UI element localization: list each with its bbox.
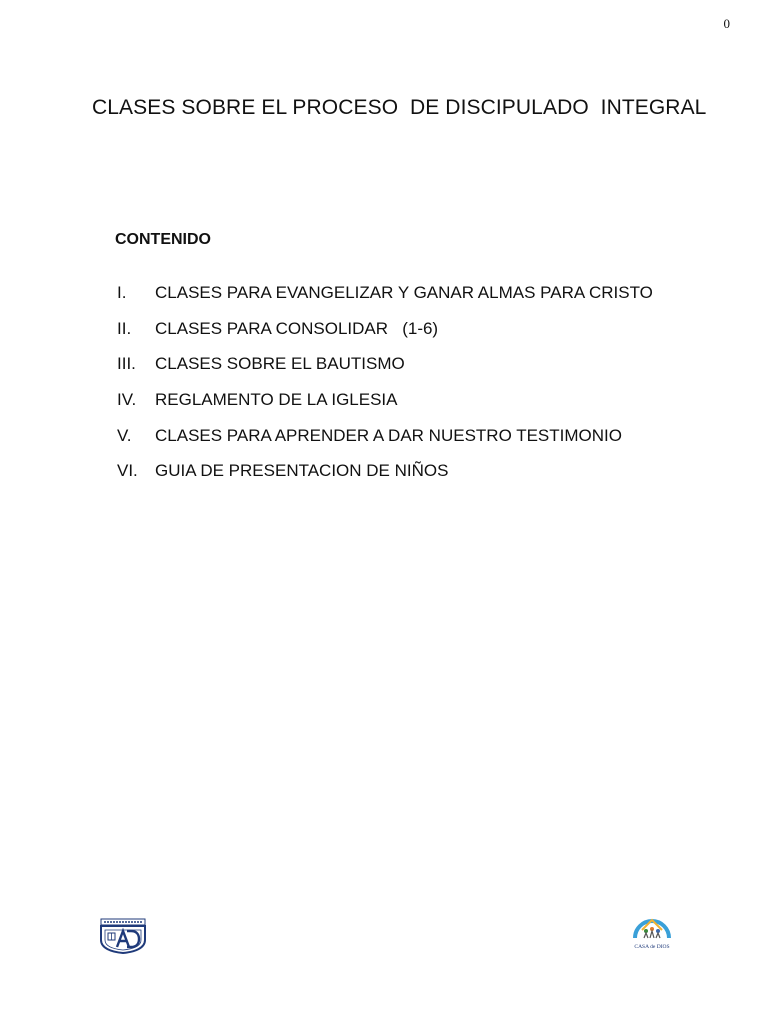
toc-item-number: IV. bbox=[117, 390, 137, 410]
toc-item-number: I. bbox=[117, 283, 127, 302]
document-title: CLASES SOBRE EL PROCESO DE DISCIPULADO INTEGRAL bbox=[92, 96, 707, 119]
toc-item-text: CLASES PARA EVANGELIZAR Y GANAR ALMAS PARA CRISTO bbox=[155, 283, 653, 302]
toc-item bbox=[117, 388, 653, 424]
toc-item bbox=[117, 352, 653, 388]
toc-item-number: VI. bbox=[117, 461, 138, 481]
toc-item bbox=[117, 424, 653, 460]
toc-item bbox=[117, 459, 653, 495]
toc-item-number: II. bbox=[117, 318, 132, 338]
toc-item bbox=[117, 317, 653, 353]
toc-item-text: REGLAMENTO DE LA IGLESIA bbox=[155, 390, 398, 410]
toc-item bbox=[117, 281, 653, 317]
toc-item-number: III. bbox=[117, 354, 136, 374]
asambleas-de-dios-logo-icon bbox=[99, 918, 147, 954]
page-number: 0 bbox=[723, 16, 730, 31]
toc-item-text: CLASES PARA CONSOLIDAR (1-6) bbox=[155, 318, 439, 338]
casa-de-dios-logo-icon bbox=[630, 908, 674, 952]
toc-item-number: V. bbox=[117, 425, 132, 445]
toc-item-text: CLASES PARA APRENDER A DAR NUESTRO TESTIMONIO bbox=[155, 425, 622, 445]
svg-text:CASA de DIOS: CASA de DIOS bbox=[634, 944, 670, 950]
toc-heading: CONTENIDO bbox=[115, 231, 211, 248]
toc-item-text: CLASES SOBRE EL BAUTISMO bbox=[155, 354, 405, 374]
toc-item-text: GUIA DE PRESENTACION DE NIÑOS bbox=[155, 461, 449, 481]
toc-list bbox=[117, 281, 653, 495]
